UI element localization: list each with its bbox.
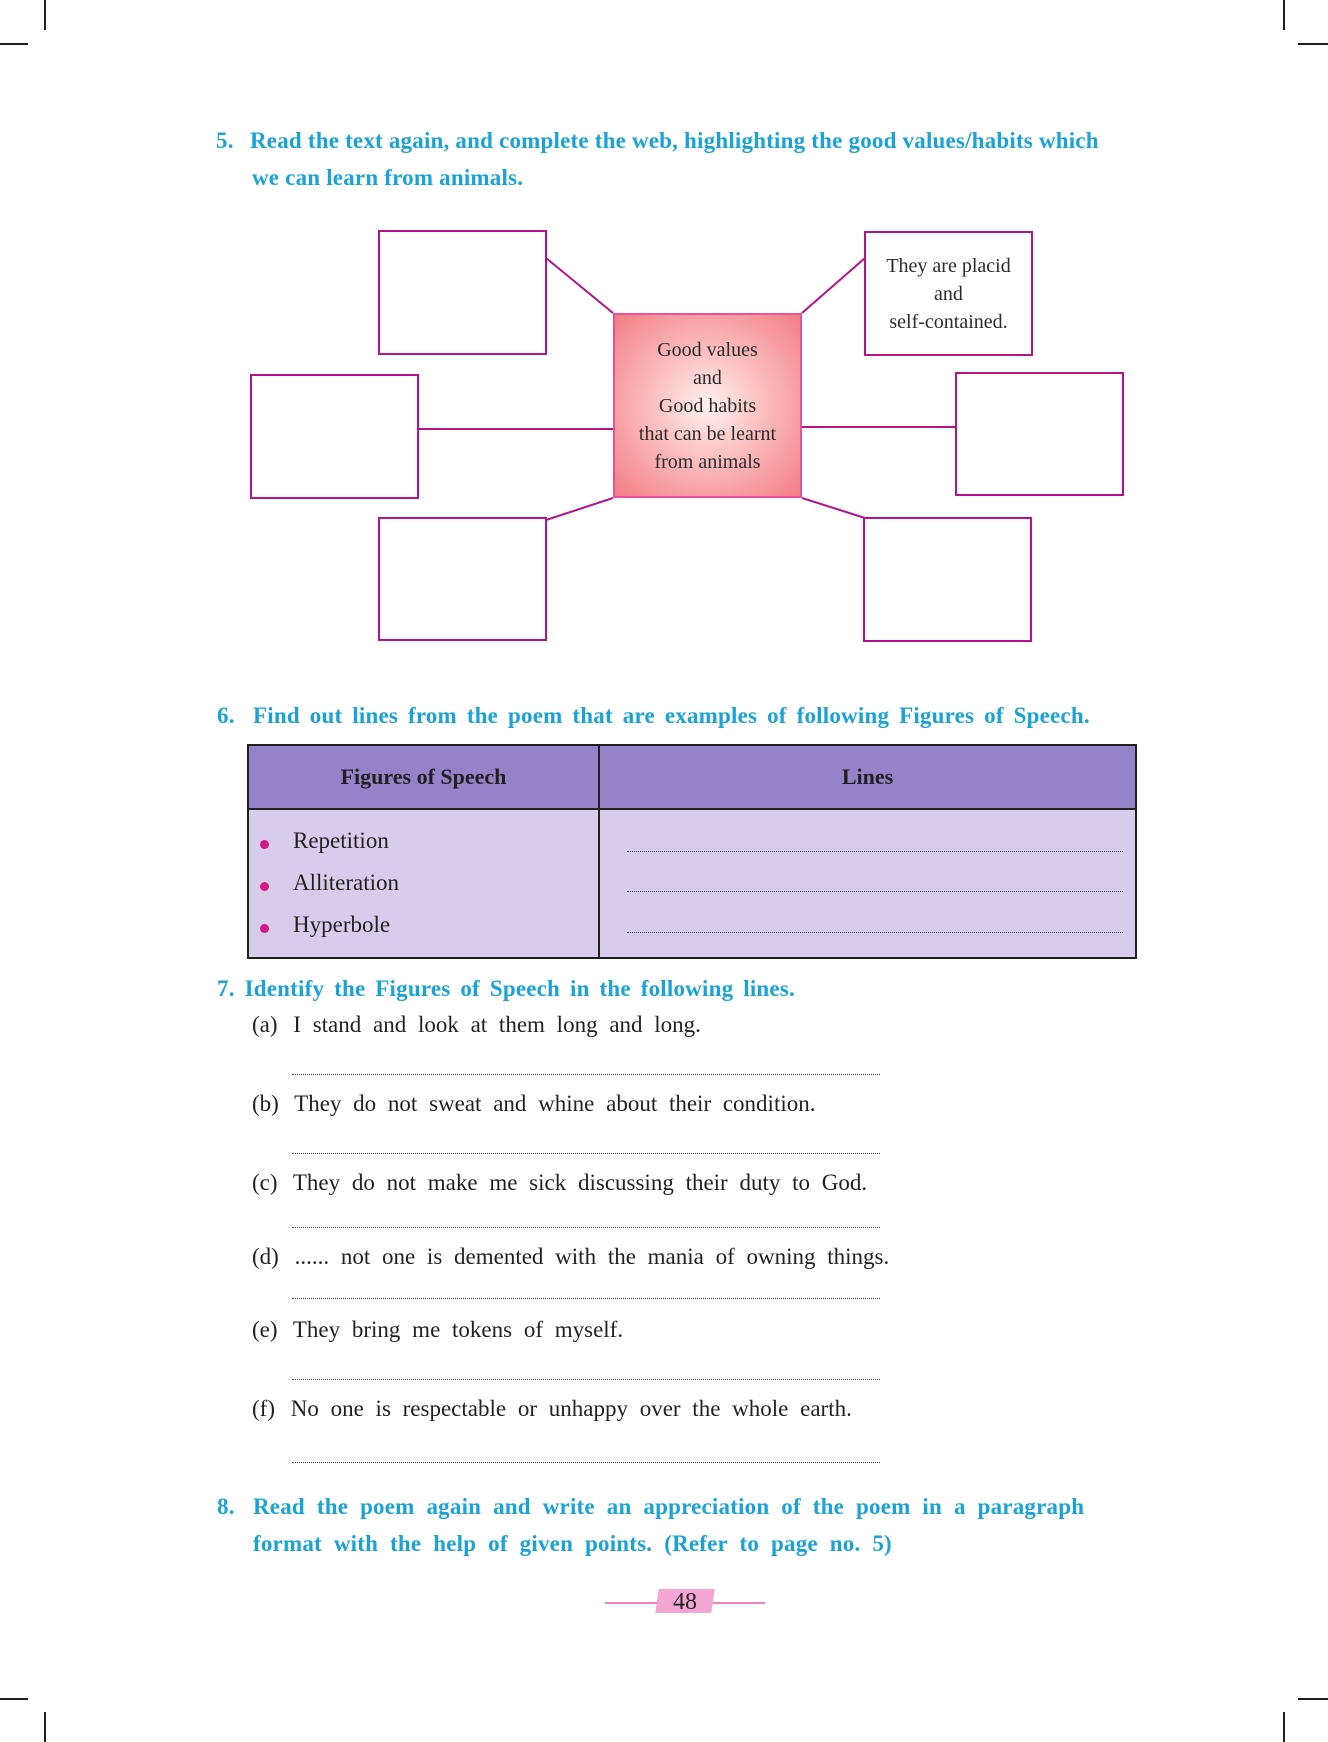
crop-mark bbox=[0, 1698, 28, 1700]
answer-line[interactable] bbox=[292, 1379, 880, 1380]
figures-of-speech-table bbox=[247, 744, 1137, 959]
table-header-figures: Figures of Speech bbox=[340, 764, 507, 789]
item-label: (e) bbox=[252, 1317, 278, 1342]
answer-line[interactable] bbox=[292, 1462, 880, 1463]
question-8-line-2: format with the help of given points. (Refer to page no. 5) bbox=[253, 1531, 892, 1556]
crop-mark bbox=[1283, 1712, 1285, 1742]
answer-line[interactable] bbox=[627, 932, 1123, 933]
table-header-row bbox=[249, 746, 1135, 810]
page-number-rule bbox=[605, 1602, 659, 1604]
question-number: 8. bbox=[217, 1494, 235, 1519]
item-text: They do not sweat and whine about their condition. bbox=[294, 1091, 816, 1116]
connector-bottom-right bbox=[802, 498, 865, 518]
page-number: 48 bbox=[673, 1589, 697, 1615]
answer-line[interactable] bbox=[292, 1153, 880, 1154]
q7-item-b bbox=[252, 1091, 815, 1117]
question-number: 5. bbox=[216, 128, 234, 153]
filled-box-line: They are placid bbox=[886, 254, 1011, 277]
answer-box-bottom-right[interactable] bbox=[863, 517, 1032, 642]
center-line: and bbox=[693, 366, 722, 389]
answer-line[interactable] bbox=[292, 1298, 880, 1299]
filled-box-line: and bbox=[934, 282, 963, 305]
page-number-rule bbox=[711, 1602, 765, 1604]
crop-mark bbox=[1298, 1698, 1328, 1700]
center-line: Good habits bbox=[658, 394, 757, 417]
answer-line[interactable] bbox=[292, 1227, 880, 1228]
answer-line[interactable] bbox=[292, 1074, 880, 1075]
question-7-heading: 7. Identify the Figures of Speech in the following lines. bbox=[217, 976, 795, 1001]
table-header-lines: Lines bbox=[841, 764, 894, 789]
question-8-heading bbox=[217, 1488, 1167, 1568]
item-text: ...... not one is demented with the mania of owning things. bbox=[294, 1244, 890, 1269]
bullet-icon bbox=[260, 882, 269, 891]
question-5-line-2: we can learn from animals. bbox=[252, 165, 524, 190]
connector-top-left bbox=[546, 258, 613, 313]
item-label: (f) bbox=[252, 1396, 275, 1421]
question-5-line-1: Read the text again, and complete the web, highlighting the good values/habits which bbox=[250, 128, 1099, 153]
item-label: (c) bbox=[252, 1170, 278, 1195]
table-row-figure: Hyperbole bbox=[293, 912, 391, 937]
item-text: No one is respectable or unhappy over the whole earth. bbox=[290, 1396, 852, 1421]
answer-box-top-right bbox=[864, 231, 1033, 356]
answer-box-mid-left[interactable] bbox=[250, 374, 419, 499]
center-line: that can be learnt bbox=[638, 422, 777, 445]
item-label: (d) bbox=[252, 1244, 279, 1269]
filled-box-line: self-contained. bbox=[889, 310, 1008, 333]
q7-item-c bbox=[252, 1170, 867, 1196]
center-line: from animals bbox=[654, 450, 761, 473]
answer-box-bottom-left[interactable] bbox=[378, 517, 547, 641]
question-6-text: Find out lines from the poem that are examples of following Figures of Speech. bbox=[253, 703, 1090, 728]
q7-item-d bbox=[252, 1244, 889, 1270]
answer-line[interactable] bbox=[627, 891, 1123, 892]
connector-top-right bbox=[802, 258, 865, 313]
q7-item-f bbox=[252, 1396, 852, 1422]
q7-item-e bbox=[252, 1317, 623, 1343]
page-number-badge bbox=[605, 1587, 765, 1617]
item-label: (b) bbox=[252, 1091, 279, 1116]
web-center-box bbox=[613, 313, 802, 498]
question-6-heading bbox=[217, 697, 1167, 734]
crop-mark bbox=[44, 1712, 46, 1742]
answer-box-mid-right[interactable] bbox=[955, 372, 1124, 496]
item-text: I stand and look at them long and long. bbox=[293, 1012, 701, 1037]
table-column-divider bbox=[598, 746, 600, 957]
answer-box-top-left[interactable] bbox=[378, 230, 547, 355]
q7-item-a bbox=[252, 1012, 701, 1038]
table-row-figure: Alliteration bbox=[293, 870, 400, 895]
item-text: They do not make me sick discussing their duty to God. bbox=[292, 1170, 868, 1195]
question-8-line-1: Read the poem again and write an appreciation of the poem in a paragraph bbox=[253, 1494, 1085, 1519]
question-number: 6. bbox=[217, 703, 235, 728]
table-row-figure: Repetition bbox=[293, 828, 389, 853]
answer-line[interactable] bbox=[627, 851, 1123, 852]
connector-bottom-left bbox=[546, 498, 613, 520]
item-label: (a) bbox=[252, 1012, 278, 1037]
bullet-icon bbox=[260, 924, 269, 933]
center-line: Good values bbox=[657, 338, 758, 361]
bullet-icon bbox=[260, 840, 269, 849]
item-text: They bring me tokens of myself. bbox=[292, 1317, 624, 1342]
